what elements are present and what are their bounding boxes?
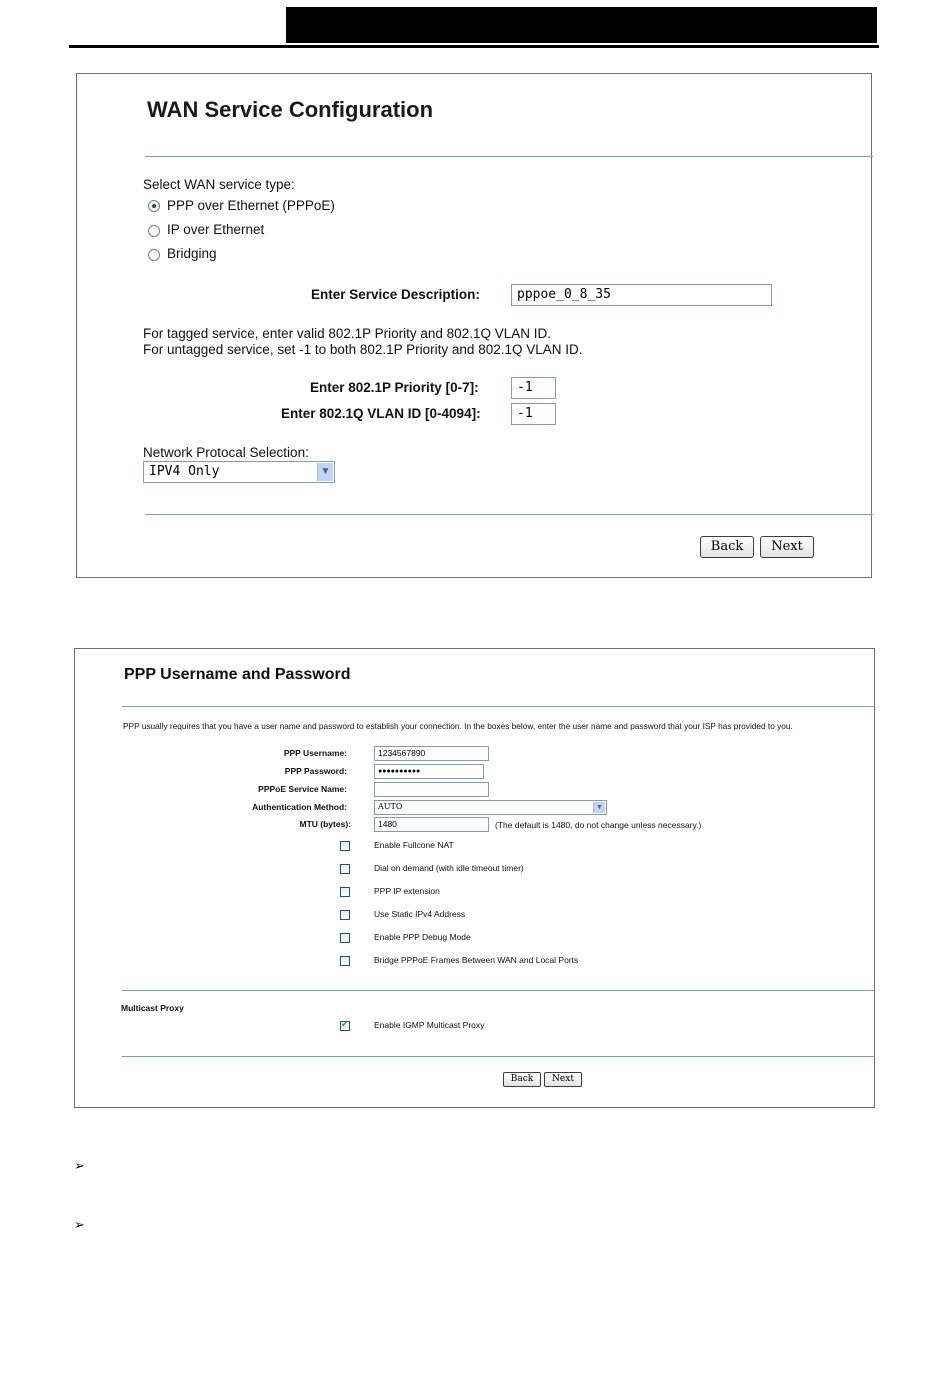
divider bbox=[122, 1056, 875, 1057]
back-button[interactable]: Back bbox=[700, 536, 754, 558]
dial-on-demand-label: Dial on demand (with idle timeout timer) bbox=[374, 863, 524, 873]
ppp-password-input[interactable]: ●●●●●●●●●● bbox=[374, 764, 484, 779]
wan-service-panel bbox=[76, 73, 872, 578]
chevron-down-icon[interactable]: ▼ bbox=[317, 463, 333, 481]
ppp-debug-label: Enable PPP Debug Mode bbox=[374, 932, 471, 942]
bullet-arrow-icon: ➢ bbox=[74, 1158, 85, 1173]
static-ipv4-checkbox[interactable] bbox=[340, 910, 350, 920]
mtu-note: (The default is 1480, do not change unless necessary.) bbox=[495, 820, 702, 830]
next-button[interactable]: Next bbox=[544, 1072, 582, 1087]
next-button[interactable]: Next bbox=[760, 536, 814, 558]
vlan-note-tagged: For tagged service, enter valid 802.1P Priority and 802.1Q VLAN ID. bbox=[143, 326, 551, 341]
divider bbox=[145, 156, 873, 157]
ppp-username-input[interactable]: 1234567890 bbox=[374, 746, 489, 761]
ppp-credentials-panel bbox=[74, 648, 875, 1108]
multicast-proxy-heading: Multicast Proxy bbox=[121, 1003, 184, 1013]
pppoe-service-name-input[interactable] bbox=[374, 782, 489, 797]
radio-pppoe-label: PPP over Ethernet (PPPoE) bbox=[167, 198, 335, 213]
bridge-pppoe-checkbox[interactable] bbox=[340, 956, 350, 966]
service-description-label: Enter Service Description: bbox=[311, 287, 480, 302]
dial-on-demand-checkbox[interactable] bbox=[340, 864, 350, 874]
mtu-label: MTU (bytes): bbox=[299, 819, 351, 829]
radio-ipoe-label: IP over Ethernet bbox=[167, 222, 265, 237]
bridge-pppoe-label: Bridge PPPoE Frames Between WAN and Local Ports bbox=[374, 955, 579, 965]
static-ipv4-label: Use Static IPv4 Address bbox=[374, 909, 466, 919]
divider bbox=[122, 706, 875, 707]
protocol-select-value: IPV4 Only bbox=[149, 464, 220, 479]
igmp-proxy-checkbox[interactable] bbox=[340, 1021, 350, 1031]
auth-method-select[interactable] bbox=[374, 800, 607, 815]
ppp-intro-text: PPP usually requires that you have a user name and password to establish your connection. In the boxes below, enter the user name and password that your ISP has provided to you. bbox=[123, 721, 793, 731]
radio-pppoe[interactable] bbox=[148, 200, 160, 212]
priority-label: Enter 802.1P Priority [0-7]: bbox=[310, 380, 479, 395]
mtu-input[interactable]: 1480 bbox=[374, 817, 489, 832]
divider bbox=[145, 514, 873, 515]
ppp-password-label: PPP Password: bbox=[284, 766, 347, 776]
wan-page-title: WAN Service Configuration bbox=[147, 97, 434, 122]
radio-bridging[interactable] bbox=[148, 249, 160, 261]
chevron-down-icon[interactable]: ▼ bbox=[593, 802, 605, 813]
protocol-label: Network Protocal Selection: bbox=[143, 445, 309, 460]
vlan-note-untagged: For untagged service, set -1 to both 802.1P Priority and 802.1Q VLAN ID. bbox=[143, 342, 583, 357]
service-type-label: Select WAN service type: bbox=[143, 177, 295, 192]
priority-input[interactable]: -1 bbox=[511, 377, 556, 399]
radio-ipoe[interactable] bbox=[148, 225, 160, 237]
header-rule bbox=[69, 45, 879, 48]
fullcone-nat-label: Enable Fullcone NAT bbox=[374, 840, 454, 850]
protocol-select[interactable] bbox=[143, 461, 335, 483]
auth-method-label: Authentication Method: bbox=[252, 802, 347, 812]
service-description-input[interactable]: pppoe_0_8_35 bbox=[511, 284, 772, 306]
back-button[interactable]: Back bbox=[503, 1072, 541, 1087]
auth-method-value: AUTO bbox=[378, 802, 403, 811]
divider bbox=[122, 990, 875, 991]
ppp-ip-extension-label: PPP IP extension bbox=[374, 886, 440, 896]
pppoe-service-name-label: PPPoE Service Name: bbox=[258, 784, 347, 794]
ppp-username-label: PPP Username: bbox=[283, 748, 347, 758]
fullcone-nat-checkbox[interactable] bbox=[340, 841, 350, 851]
bullet-arrow-icon: ➢ bbox=[74, 1217, 85, 1232]
ppp-ip-extension-checkbox[interactable] bbox=[340, 887, 350, 897]
header-bar bbox=[286, 7, 877, 43]
vlan-id-label: Enter 802.1Q VLAN ID [0-4094]: bbox=[281, 406, 481, 421]
vlan-id-input[interactable]: -1 bbox=[511, 403, 556, 425]
ppp-page-title: PPP Username and Password bbox=[124, 666, 351, 683]
radio-bridging-label: Bridging bbox=[167, 246, 217, 261]
igmp-proxy-label: Enable IGMP Multicast Proxy bbox=[374, 1020, 485, 1030]
ppp-debug-checkbox[interactable] bbox=[340, 933, 350, 943]
